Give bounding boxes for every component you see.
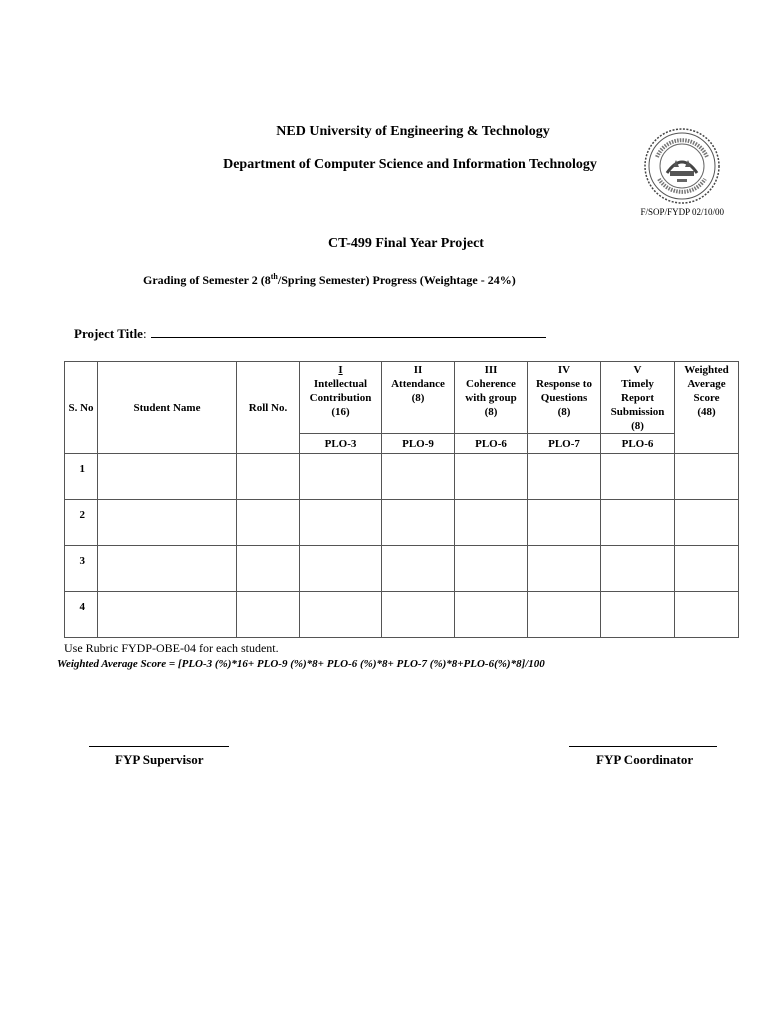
score-cell[interactable] bbox=[528, 546, 601, 592]
score-cell[interactable] bbox=[601, 454, 675, 500]
score-cell[interactable] bbox=[300, 546, 382, 592]
score-cell[interactable] bbox=[300, 454, 382, 500]
plo-cell: PLO-9 bbox=[382, 434, 455, 454]
project-title-colon: : bbox=[142, 326, 147, 341]
criterion-line: Submission bbox=[610, 406, 665, 418]
criterion-line: (8) bbox=[484, 406, 498, 418]
course-title: CT-499 Final Year Project bbox=[328, 236, 484, 251]
student-name-cell[interactable] bbox=[98, 500, 237, 546]
grading-text-pre: Grading of Semester 2 (8 bbox=[143, 273, 271, 287]
form-code: F/SOP/FYDP 02/10/00 bbox=[640, 207, 724, 217]
criterion-line: Intellectual bbox=[313, 378, 368, 390]
score-cell[interactable] bbox=[455, 546, 528, 592]
header-criterion-4 bbox=[528, 362, 601, 434]
header-criterion-5 bbox=[601, 362, 675, 434]
supervisor-label: FYP Supervisor bbox=[115, 752, 204, 767]
student-name-cell[interactable] bbox=[98, 546, 237, 592]
criterion-num: I bbox=[338, 364, 343, 376]
criterion-line: (8) bbox=[557, 406, 571, 418]
criterion-line: (8) bbox=[411, 392, 425, 404]
header-student-name: Student Name bbox=[98, 362, 237, 454]
weighted-line: Score bbox=[693, 392, 720, 404]
header-sno: S. No bbox=[65, 362, 98, 454]
table-row bbox=[65, 592, 739, 638]
weighted-line: Weighted bbox=[684, 364, 729, 376]
criterion-num: V bbox=[633, 364, 642, 376]
header-criterion-2 bbox=[382, 362, 455, 434]
criterion-line: Questions bbox=[540, 392, 588, 404]
coordinator-label: FYP Coordinator bbox=[596, 752, 694, 767]
score-cell[interactable] bbox=[382, 454, 455, 500]
score-cell[interactable] bbox=[382, 500, 455, 546]
row-sno: 2 bbox=[65, 500, 98, 546]
roll-no-cell[interactable] bbox=[237, 546, 300, 592]
weighted-cell[interactable] bbox=[675, 454, 739, 500]
score-cell[interactable] bbox=[382, 592, 455, 638]
criterion-line: Contribution bbox=[309, 392, 372, 404]
criterion-num: II bbox=[413, 364, 423, 376]
header-roll-no: Roll No. bbox=[237, 362, 300, 454]
department-name: Department of Computer Science and Information Technology bbox=[223, 157, 597, 172]
criterion-line: Timely bbox=[621, 378, 654, 390]
header-criterion-1 bbox=[300, 362, 382, 434]
weighted-score-formula: Weighted Average Score = [PLO-3 (%)*16+ PLO-9 (%)*8+ PLO-6 (%)*8+ PLO-7 (%)*8+PLO-6(%)*8]/100 bbox=[57, 658, 545, 670]
score-cell[interactable] bbox=[455, 592, 528, 638]
weighted-cell[interactable] bbox=[675, 500, 739, 546]
university-seal-logo bbox=[643, 127, 721, 205]
project-title-field[interactable] bbox=[151, 326, 546, 338]
table-row bbox=[65, 454, 739, 500]
score-cell[interactable] bbox=[601, 592, 675, 638]
table-row bbox=[65, 546, 739, 592]
row-sno: 3 bbox=[65, 546, 98, 592]
table-header-row bbox=[65, 362, 739, 434]
score-cell[interactable] bbox=[601, 546, 675, 592]
criterion-num: IV bbox=[557, 364, 571, 376]
supervisor-signature-line[interactable] bbox=[89, 746, 229, 747]
criterion-line: Response to bbox=[536, 378, 592, 390]
plo-cell: PLO-7 bbox=[528, 434, 601, 454]
grading-table bbox=[64, 361, 739, 638]
plo-cell: PLO-3 bbox=[300, 434, 382, 454]
criterion-num: III bbox=[484, 364, 498, 376]
grading-text-sup: th bbox=[270, 272, 278, 281]
criterion-line: Report bbox=[621, 392, 654, 404]
grading-subtitle bbox=[143, 272, 516, 288]
roll-no-cell[interactable] bbox=[237, 500, 300, 546]
score-cell[interactable] bbox=[601, 500, 675, 546]
project-title-row bbox=[74, 326, 546, 342]
project-title-label: Project Title bbox=[74, 326, 143, 341]
coordinator-signature-line[interactable] bbox=[569, 746, 717, 747]
criterion-line: (16) bbox=[331, 406, 350, 418]
university-name: NED University of Engineering & Technology bbox=[276, 124, 550, 139]
criterion-line: Attendance bbox=[391, 378, 445, 390]
score-cell[interactable] bbox=[300, 500, 382, 546]
roll-no-cell[interactable] bbox=[237, 454, 300, 500]
table-row bbox=[65, 500, 739, 546]
criterion-line: Coherence bbox=[466, 378, 516, 390]
roll-no-cell[interactable] bbox=[237, 592, 300, 638]
weighted-line: Average bbox=[687, 378, 726, 390]
criterion-line: with group bbox=[465, 392, 517, 404]
grading-text-post: /Spring Semester) Progress (Weightage - 24%) bbox=[277, 273, 516, 287]
student-name-cell[interactable] bbox=[98, 454, 237, 500]
weighted-cell[interactable] bbox=[675, 592, 739, 638]
weighted-line: (48) bbox=[697, 406, 716, 418]
score-cell[interactable] bbox=[455, 454, 528, 500]
row-sno: 1 bbox=[65, 454, 98, 500]
score-cell[interactable] bbox=[455, 500, 528, 546]
plo-cell: PLO-6 bbox=[455, 434, 528, 454]
row-sno: 4 bbox=[65, 592, 98, 638]
student-name-cell[interactable] bbox=[98, 592, 237, 638]
plo-cell: PLO-6 bbox=[601, 434, 675, 454]
score-cell[interactable] bbox=[528, 500, 601, 546]
weighted-cell[interactable] bbox=[675, 546, 739, 592]
rubric-note: Use Rubric FYDP-OBE-04 for each student. bbox=[64, 641, 279, 655]
header-weighted-score bbox=[675, 362, 739, 454]
score-cell[interactable] bbox=[382, 546, 455, 592]
header-criterion-3 bbox=[455, 362, 528, 434]
score-cell[interactable] bbox=[528, 592, 601, 638]
criterion-line: (8) bbox=[631, 420, 644, 432]
score-cell[interactable] bbox=[300, 592, 382, 638]
score-cell[interactable] bbox=[528, 454, 601, 500]
